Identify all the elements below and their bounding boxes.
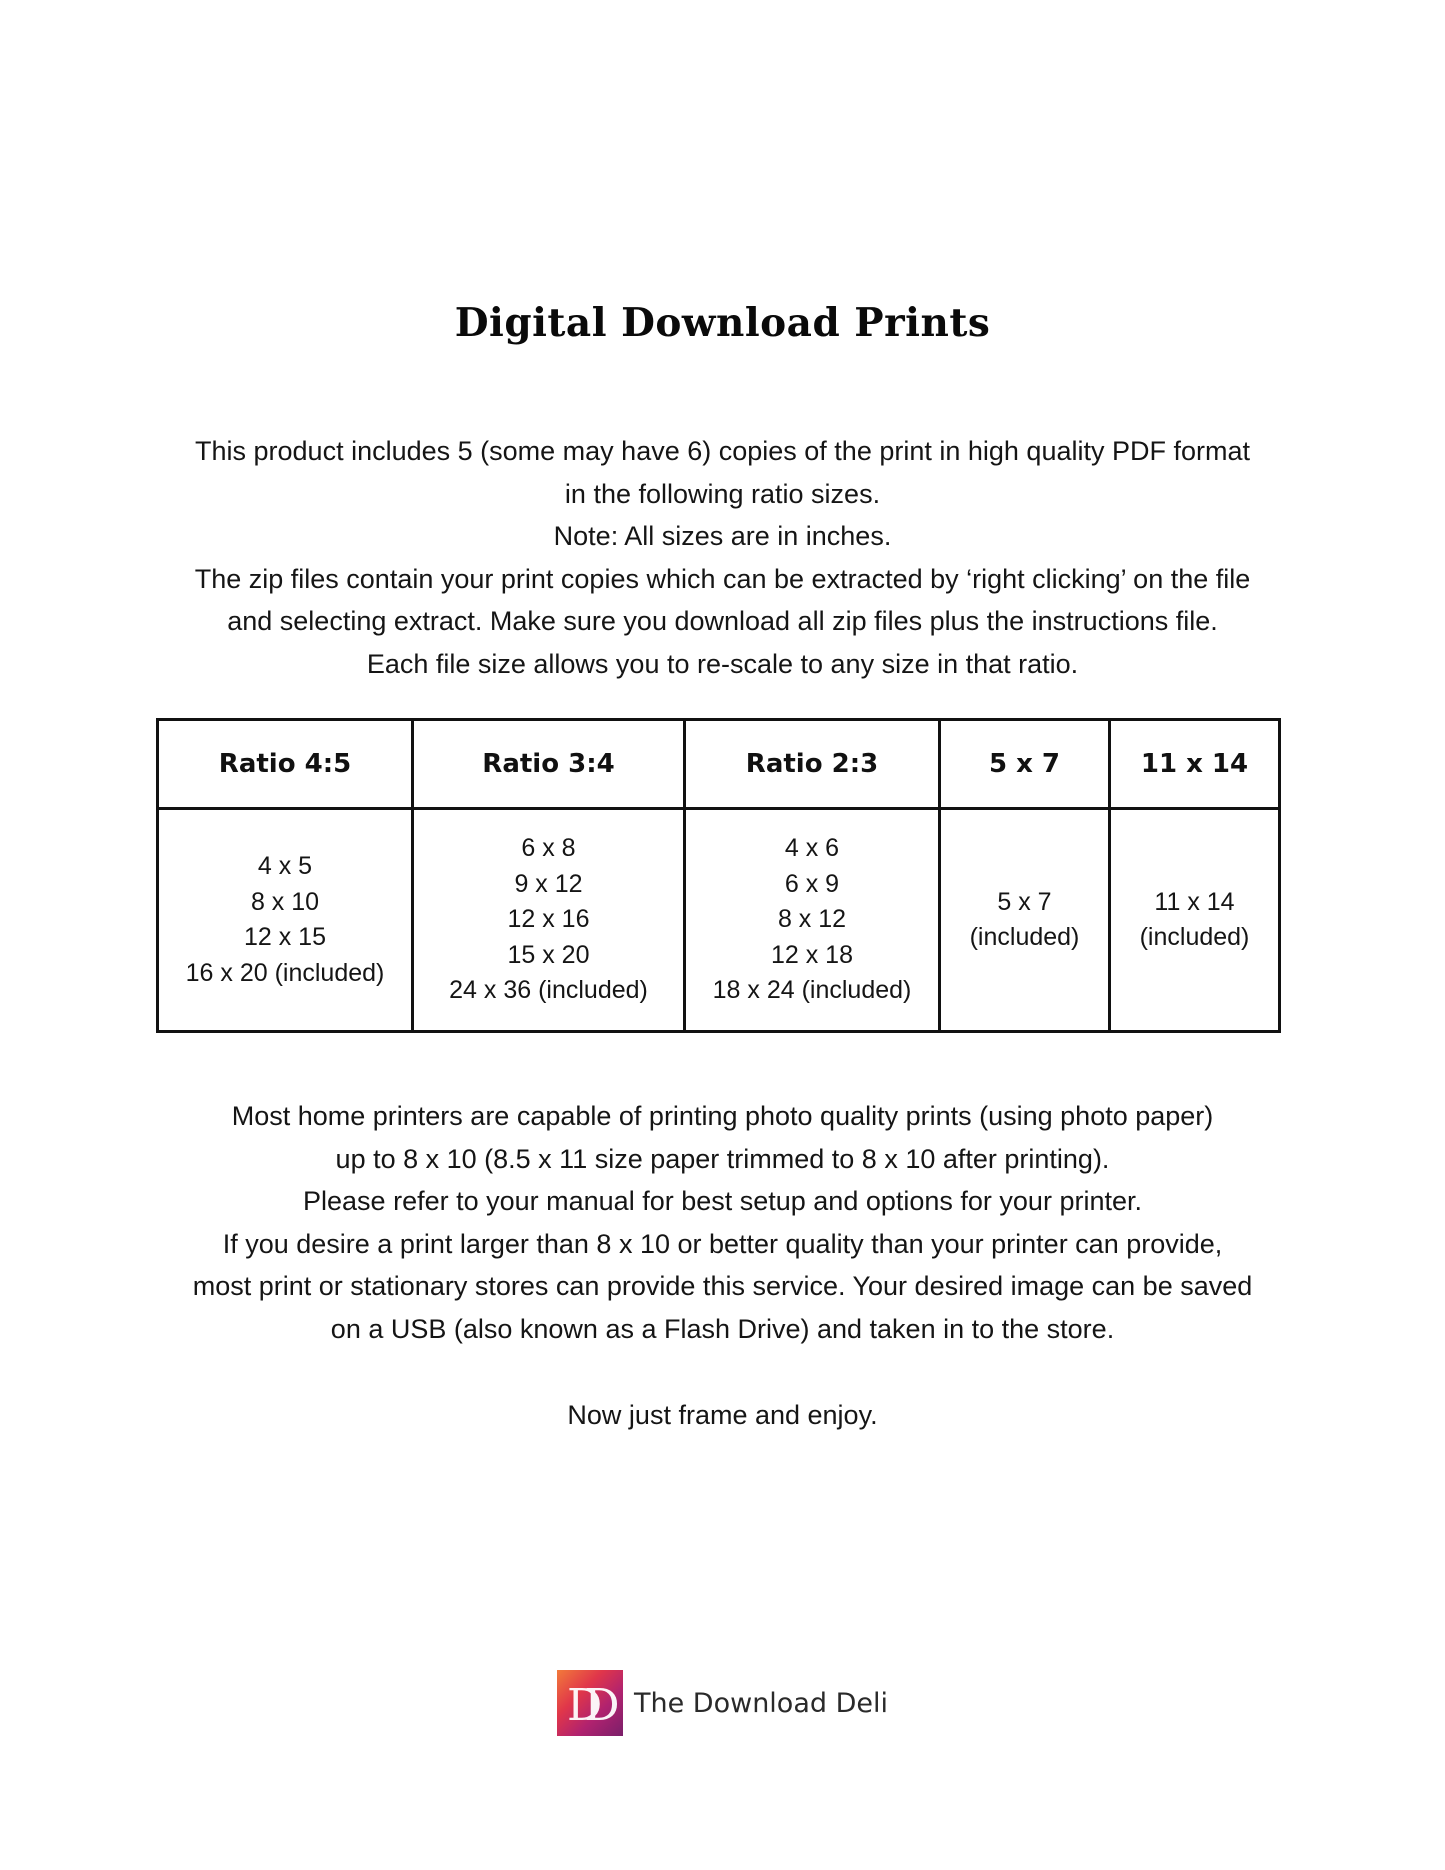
size-entry: 6 x 9 <box>784 869 840 898</box>
size-entry: 24 x 36 (included) <box>449 976 648 1005</box>
page-title: Digital Download Prints <box>454 300 991 346</box>
printing-line: If you desire a print larger than 8 x 10 or better quality than your printer can provide, <box>222 1228 1223 1259</box>
cell-ratio-3-4 <box>413 809 685 1032</box>
size-entry: 16 x 20 (included) <box>185 958 385 987</box>
header-ratio-2-3: Ratio 2:3 <box>685 720 940 809</box>
printing-line: Please refer to your manual for best setup and options for your printer. <box>303 1186 1142 1216</box>
intro-line: Note: All sizes are in inches. <box>553 521 892 551</box>
intro-paragraph <box>100 430 1345 685</box>
closing-line <box>100 1394 1345 1437</box>
table-row <box>158 809 1280 1032</box>
sizes-table <box>156 718 1281 1033</box>
dd-monogram-icon <box>557 1670 623 1736</box>
logo-letters: DD <box>567 1680 602 1731</box>
cell-11x14 <box>1110 809 1280 1032</box>
size-entry: 4 x 6 <box>784 834 840 863</box>
size-entry: 4 x 5 <box>257 852 313 880</box>
cell-5x7 <box>940 809 1110 1032</box>
intro-line: This product includes 5 (some may have 6) copies of the print in high quality PDF format <box>195 436 1250 466</box>
size-entry: 8 x 10 <box>250 887 320 916</box>
header-ratio-4-5: Ratio 4:5 <box>158 720 413 809</box>
closing-text: Now just frame and enjoy. <box>567 1400 878 1430</box>
cell-ratio-4-5 <box>158 809 413 1032</box>
size-entry: 12 x 15 <box>243 923 326 951</box>
printing-line: up to 8 x 10 (8.5 x 11 size paper trimmed to 8 x 10 after printing). <box>335 1143 1110 1174</box>
intro-line: The zip files contain your print copies which can be extracted by ‘right clicking’ on the file <box>194 563 1251 594</box>
header-11x14: 11 x 14 <box>1110 720 1280 809</box>
size-entry: (included) <box>1139 923 1250 951</box>
size-entry: 12 x 16 <box>507 905 590 934</box>
cell-ratio-2-3 <box>685 809 940 1032</box>
size-entry: 15 x 20 <box>507 940 590 969</box>
printing-line: on a USB (also known as a Flash Drive) and taken in to the store. <box>330 1313 1115 1344</box>
brand-name: The Download Deli <box>634 1687 888 1719</box>
printing-line: most print or stationary stores can provide this service. Your desired image can be saved <box>192 1271 1253 1301</box>
dd-monogram-svg <box>557 1670 623 1736</box>
size-entry: 6 x 8 <box>521 834 576 863</box>
size-entry: 18 x 24 (included) <box>712 976 912 1005</box>
size-entry: (included) <box>969 923 1080 951</box>
printing-paragraph <box>100 1095 1345 1350</box>
intro-line: in the following ratio sizes. <box>564 478 881 509</box>
size-entry: 8 x 12 <box>777 905 847 934</box>
header-5x7: 5 x 7 <box>940 720 1110 809</box>
size-entry: 9 x 12 <box>514 869 583 898</box>
size-entry: 11 x 14 <box>1154 887 1235 916</box>
header-ratio-3-4: Ratio 3:4 <box>413 720 685 809</box>
intro-line: Each file size allows you to re-scale to any size in that ratio. <box>366 648 1079 679</box>
footer-brand <box>557 1670 888 1736</box>
size-entry: 5 x 7 <box>997 887 1052 916</box>
printing-line: Most home printers are capable of printing photo quality prints (using photo paper) <box>231 1101 1214 1131</box>
size-entry: 12 x 18 <box>770 940 853 969</box>
table-header-row <box>158 720 1280 809</box>
intro-line: and selecting extract. Make sure you download all zip files plus the instructions file. <box>227 606 1218 636</box>
